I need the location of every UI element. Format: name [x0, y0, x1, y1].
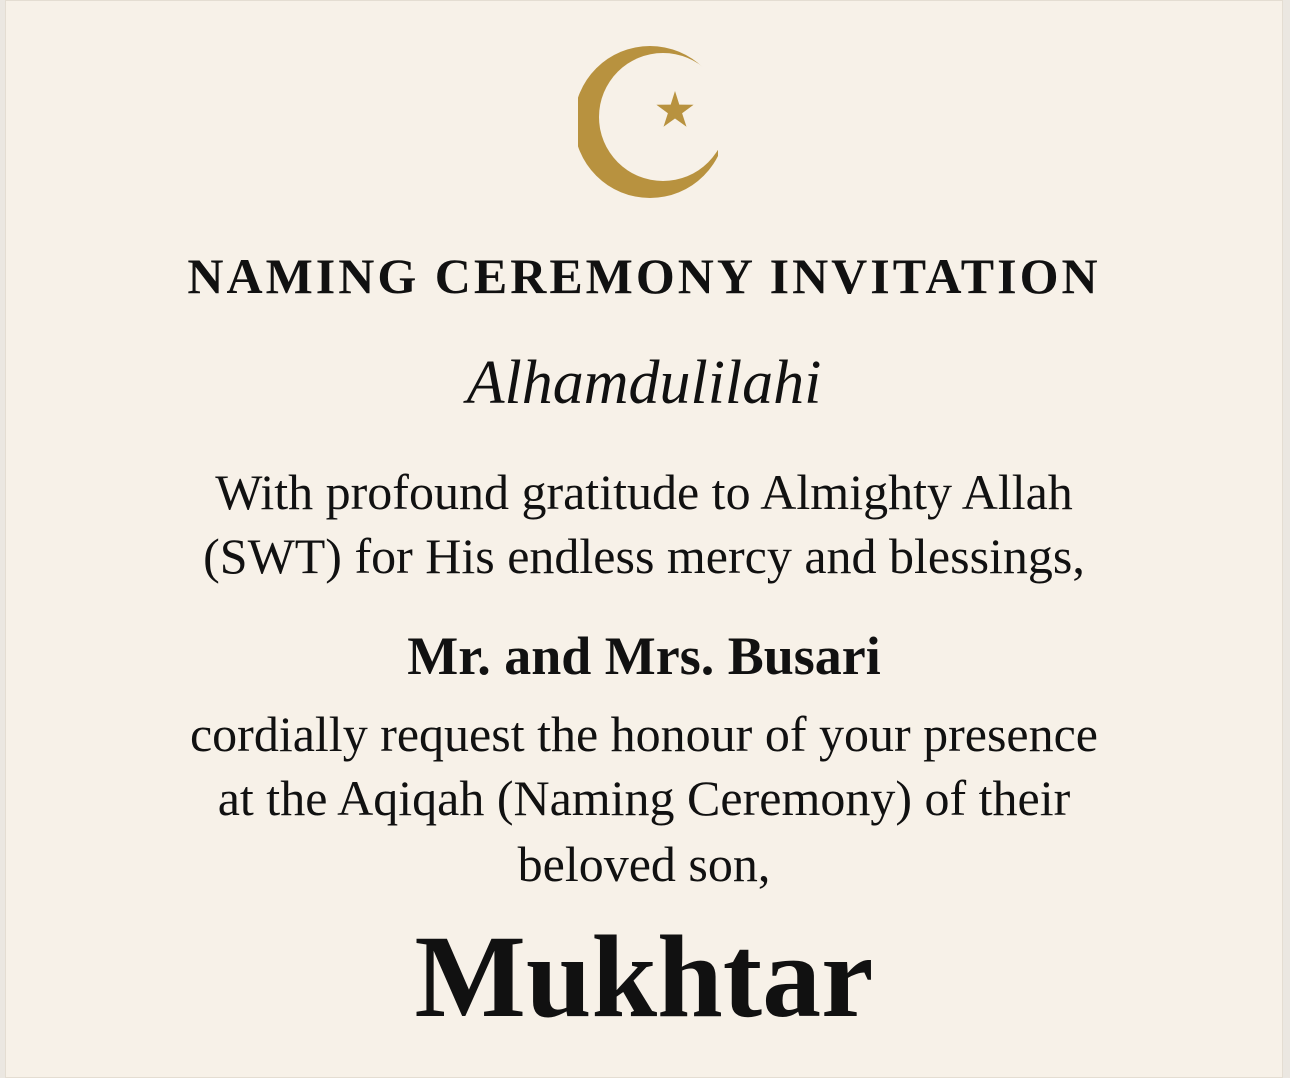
request-line: beloved son,: [517, 836, 771, 892]
greeting-text: Alhamdulilahi: [466, 349, 822, 417]
gratitude-line: With profound gratitude to Almighty Allah: [215, 464, 1073, 520]
request-line: cordially request the honour of your presence: [189, 706, 1098, 762]
gratitude-line: (SWT) for His endless mercy and blessings,: [203, 528, 1085, 584]
crescent-and-star-icon: [578, 40, 718, 205]
invitation-card: [5, 0, 1283, 1078]
invitation-title: NAMING CEREMONY INVITATION: [187, 248, 1101, 304]
child-name: Mukhtar: [414, 911, 874, 1042]
request-line: at the Aqiqah (Naming Ceremony) of their: [217, 770, 1071, 826]
crescent-shape: [578, 46, 718, 198]
host-names: Mr. and Mrs. Busari: [407, 626, 881, 686]
